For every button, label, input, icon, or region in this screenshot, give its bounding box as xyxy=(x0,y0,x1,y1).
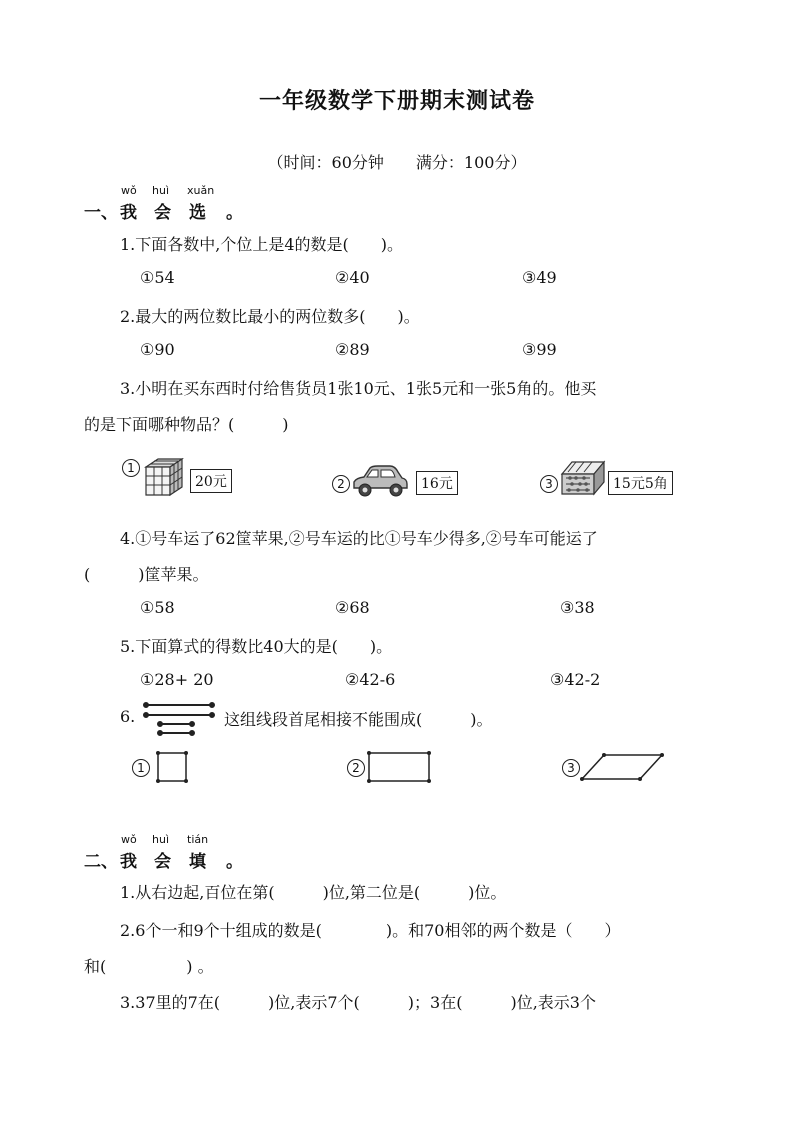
pinyin-hui: huì xyxy=(152,833,169,846)
rectangle-shape xyxy=(366,750,432,784)
price-tag-2: 16元 xyxy=(416,471,458,495)
q1-5-option-3[interactable]: ③42-2 xyxy=(550,670,601,689)
question-2-3: 3.37里的7在( )位,表示7个( )；3在( )位,表示3个 xyxy=(120,993,596,1012)
exam-info: （时间：60分钟 满分：100分） xyxy=(267,153,527,172)
q1-4-option-2[interactable]: ②68 xyxy=(335,598,370,617)
option-mark: 1 xyxy=(122,459,140,477)
q1-6-option-1[interactable] xyxy=(132,758,152,777)
option-mark: 2 xyxy=(332,475,350,493)
section-2-char-3: 填 xyxy=(189,852,206,872)
pinyin-wo: wǒ xyxy=(121,833,137,846)
q1-3-option-3[interactable] xyxy=(540,474,560,493)
question-1-2: 2.最大的两位数比最小的两位数多( )。 xyxy=(120,307,420,326)
section-2-end: 。 xyxy=(226,852,243,872)
section-1-end: 。 xyxy=(226,203,243,223)
question-1-4-line-2: ( )筐苹果。 xyxy=(84,565,209,584)
option-mark: 1 xyxy=(132,759,150,777)
section-2-char-1: 我 xyxy=(120,852,137,872)
section-2-char-2: 会 xyxy=(154,852,171,872)
pinyin-wo: wǒ xyxy=(121,184,137,197)
question-1-1: 1.下面各数中,个位上是4的数是( )。 xyxy=(120,235,404,254)
section-1-number: 一、 xyxy=(84,203,118,223)
pinyin-tian: tián xyxy=(187,833,209,846)
question-2-2: 2.6个一和9个十组成的数是( )。和70相邻的两个数是（ ） xyxy=(120,921,621,940)
square-shape xyxy=(155,750,189,784)
abacus-icon xyxy=(560,458,606,498)
parallelogram-shape xyxy=(580,752,666,782)
q1-2-option-1[interactable]: ①90 xyxy=(140,340,175,359)
question-1-6-number: 6. xyxy=(120,707,136,726)
section-1-char-3: 选 xyxy=(189,203,206,223)
rubiks-cube-icon xyxy=(142,455,186,499)
q1-4-option-3[interactable]: ③38 xyxy=(560,598,595,617)
option-mark: 2 xyxy=(347,759,365,777)
section-1-char-1: 我 xyxy=(120,203,137,223)
q1-1-option-2[interactable]: ②40 xyxy=(335,268,370,287)
q1-1-option-3[interactable]: ③49 xyxy=(522,268,557,287)
line-segments-figure xyxy=(142,701,218,737)
option-mark: 3 xyxy=(562,759,580,777)
q1-2-option-3[interactable]: ③99 xyxy=(522,340,557,359)
question-1-6: 这组线段首尾相接不能围成( )。 xyxy=(224,710,493,729)
toy-car-icon xyxy=(350,462,410,500)
q1-5-option-2[interactable]: ②42-6 xyxy=(345,670,396,689)
page-title: 一年级数学下册期末测试卷 xyxy=(258,89,535,114)
price-tag-3: 15元5角 xyxy=(608,471,673,495)
q1-3-option-1[interactable] xyxy=(122,458,142,477)
pinyin-xuan: xuǎn xyxy=(187,184,215,197)
pinyin-hui: huì xyxy=(152,184,169,197)
question-1-3-line-2: 的是下面哪种物品？( ) xyxy=(84,415,289,434)
q1-6-option-3[interactable] xyxy=(562,758,582,777)
q1-4-option-1[interactable]: ①58 xyxy=(140,598,175,617)
q1-5-option-1[interactable]: ①28+ 20 xyxy=(140,670,214,689)
question-1-3: 3.小明在买东西时付给售货员1张10元、1张5元和一张5角的。他买 xyxy=(120,379,597,398)
question-2-1: 1.从右边起,百位在第( )位,第二位是( )位。 xyxy=(120,883,507,902)
q1-3-option-2[interactable] xyxy=(332,474,352,493)
question-1-5: 5.下面算式的得数比40大的是( )。 xyxy=(120,637,393,656)
question-2-2-line-2: 和( ) 。 xyxy=(84,957,214,976)
q1-1-option-1[interactable]: ①54 xyxy=(140,268,175,287)
option-mark: 3 xyxy=(540,475,558,493)
q1-6-option-2[interactable] xyxy=(347,758,367,777)
price-tag-1: 20元 xyxy=(190,469,232,493)
question-1-4: 4.①号车运了62筐苹果,②号车运的比①号车少得多,②号车可能运了 xyxy=(120,529,598,548)
section-1-char-2: 会 xyxy=(154,203,171,223)
q1-2-option-2[interactable]: ②89 xyxy=(335,340,370,359)
section-2-number: 二、 xyxy=(84,852,118,872)
